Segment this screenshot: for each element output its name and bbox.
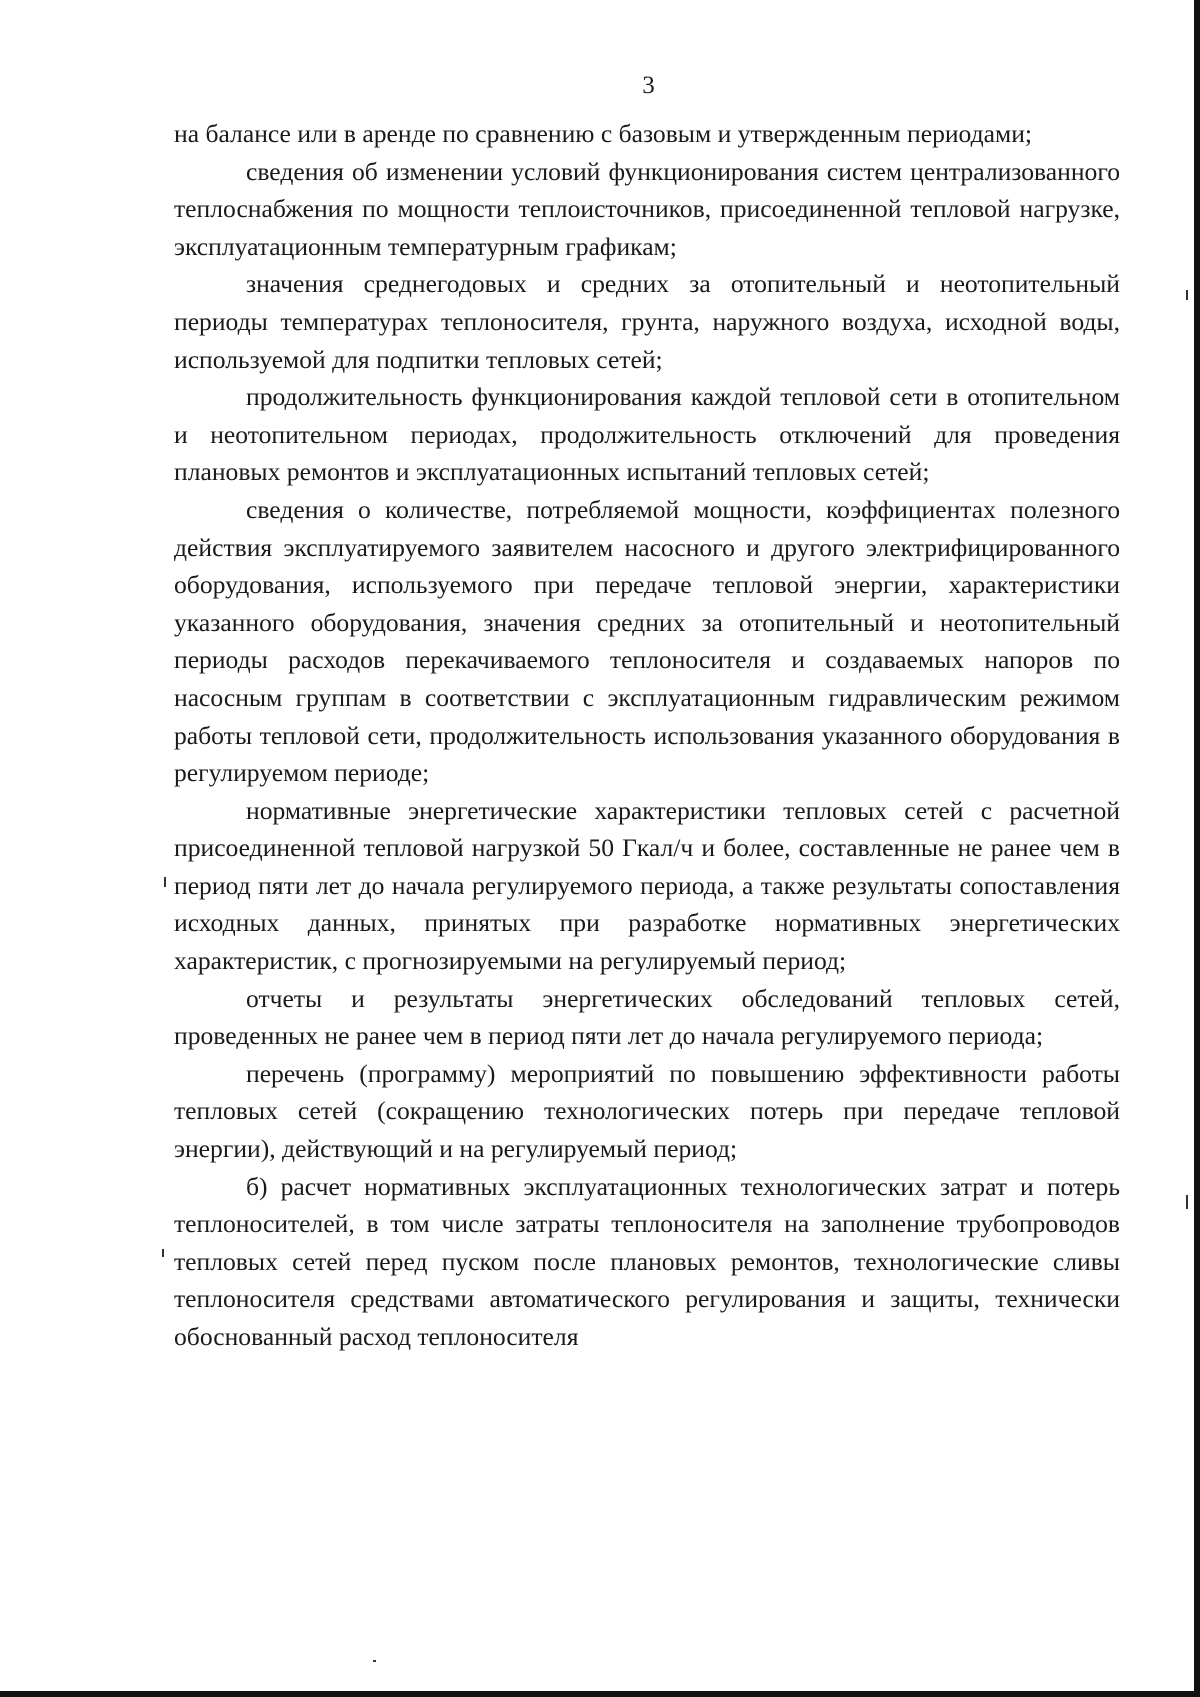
page-number: 3 bbox=[642, 72, 655, 99]
scan-border-right bbox=[1194, 0, 1200, 1697]
paragraph: б) расчет нормативных эксплуатационных технологических затрат и потерь теплоносителей, в том числе затраты теплоносителя на заполнение трубопроводов тепловых сетей перед пуском после плановых ремонтов, технологические сливы теплоносителя средствами автоматического регулирования и защиты, технически обоснованный расход теплоносителя bbox=[174, 1171, 1120, 1351]
paragraph: продолжительность функционирования каждой тепловой сети в отопительном и неотопительном периодах, продолжительность отключений для проведения плановых ремонтов и эксплуатационных испытаний тепловых сетей; bbox=[174, 382, 1120, 487]
paragraph: значения среднегодовых и средних за отопительный и неотопительный периоды температурах теплоносителя, грунта, наружного воздуха, исходной воды, используемой для подпитки тепловых сетей; bbox=[174, 269, 1120, 374]
paragraph: сведения о количестве, потребляемой мощности, коэффициентах полезного действия эксплуатируемого заявителем насосного и другого электрифицированного оборудования, используемого при передаче тепловой энергии, характеристики указанного оборудования, значения средних за отопительный и неотопительный периоды расходов перекачиваемого теплоносителя и создаваемых напоров по насосным группам в соответствии с эксплуатационным гидравлическим режимом работы тепловой сети, продолжительность использования указанного оборудования в регулируемом периоде; bbox=[174, 494, 1120, 788]
paragraph: нормативные энергетические характеристики тепловых сетей с расчетной присоединенной тепловой нагрузкой 50 Гкал/ч и более, составленные не ранее чем в период пяти лет до начала регулируемого периода, а также результаты сопоставления исходных данных, принятых при разработке нормативных энергетических характеристик, с прогнозируемыми на регулируемый период; bbox=[174, 795, 1120, 976]
document-body bbox=[174, 115, 1120, 1356]
scan-speck bbox=[164, 877, 166, 887]
paragraph: отчеты и результаты энергетических обследований тепловых сетей, проведенных не ранее чем в период пяти лет до начала регулируемого периода; bbox=[174, 983, 1120, 1051]
scan-speck bbox=[1186, 290, 1188, 300]
scan-border-bottom bbox=[0, 1691, 1200, 1697]
paragraph: сведения об изменении условий функционирования систем централизованного теплоснабжения по мощности теплоисточников, присоединенной тепловой нагрузке, эксплуатационным температурным графикам; bbox=[174, 156, 1120, 261]
scan-speck bbox=[1186, 1195, 1188, 1209]
scan-speck bbox=[373, 1660, 376, 1662]
paragraph-continuation: на балансе или в аренде по сравнению с базовым и утвержденным периодами; bbox=[174, 119, 1033, 148]
scan-speck bbox=[162, 1249, 164, 1257]
paragraph: перечень (программу) мероприятий по повышению эффективности работы тепловых сетей (сокращению технологических потерь при передаче тепловой энергии), действующий и на регулируемый период; bbox=[174, 1058, 1120, 1164]
